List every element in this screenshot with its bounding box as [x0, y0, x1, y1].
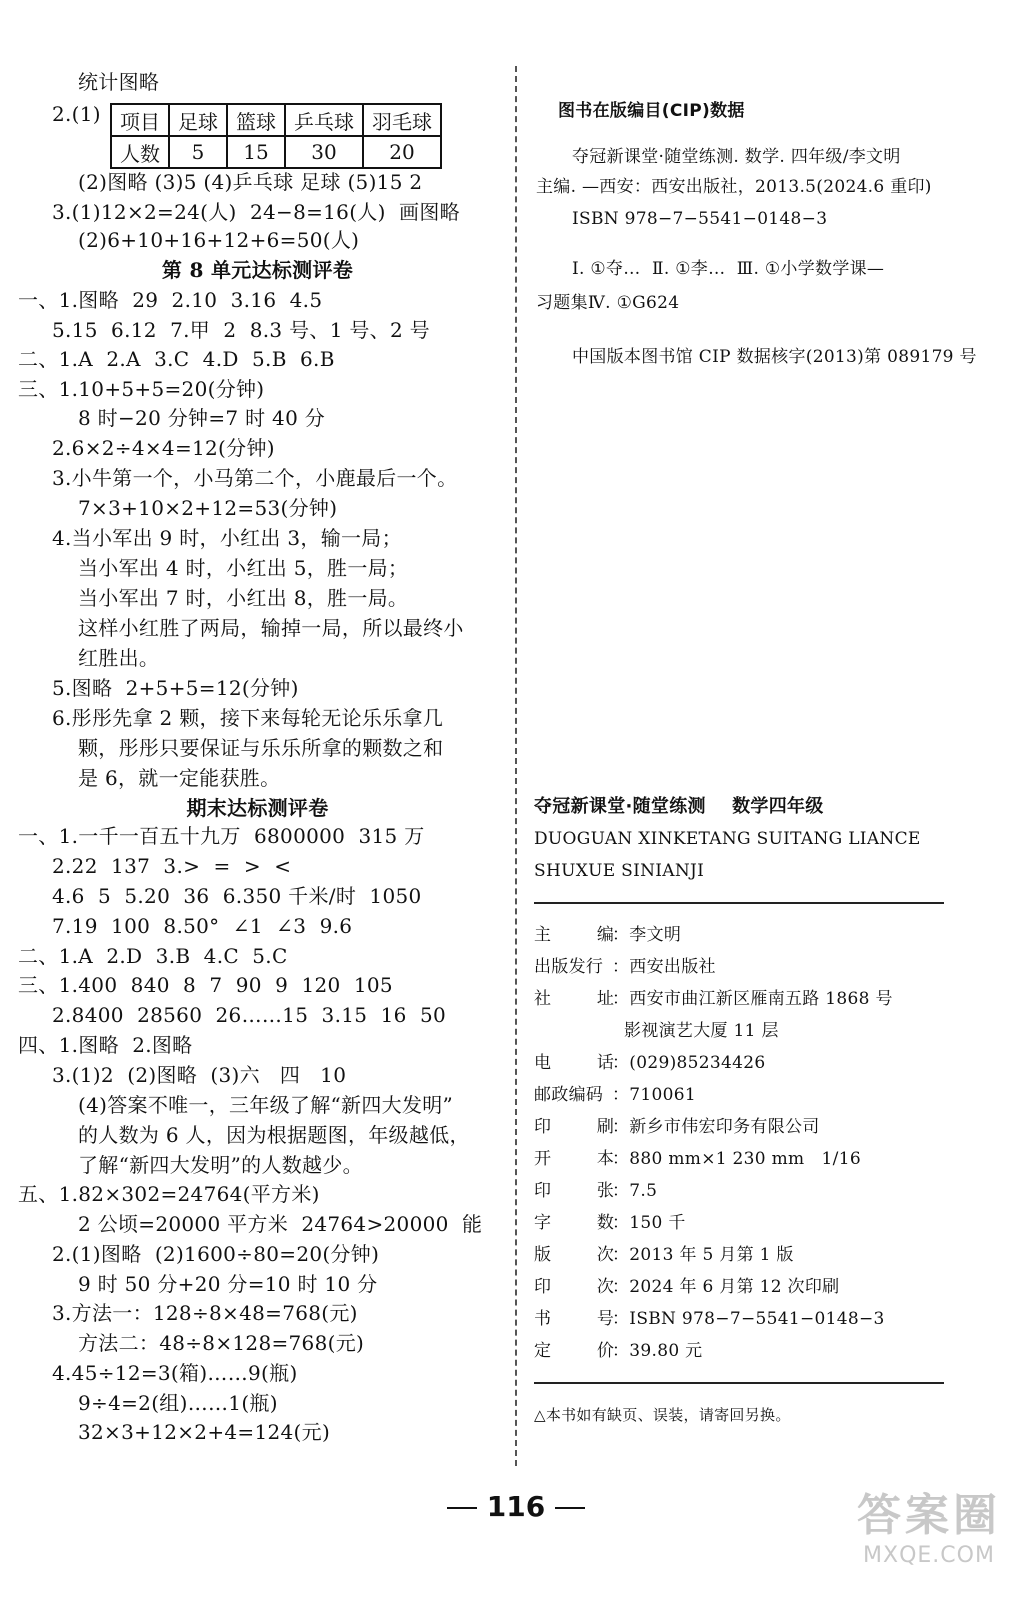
- cip-title: 图书在版编目(CIP)数据: [558, 101, 745, 121]
- answer-line: 2.(1)图略 (2)1600÷80=20(分钟): [52, 1242, 380, 1266]
- book-pinyin: DUOGUAN XINKETANG SUITANG LIANCE: [534, 829, 921, 849]
- answer-line: 一、1.图略 29 2.10 3.16 4.5: [18, 288, 323, 312]
- info-label: 定 价: [534, 1341, 615, 1361]
- info-label: 邮政编码: [534, 1085, 604, 1105]
- answer-line: 2.(1): [52, 102, 101, 126]
- table-cell: 30: [285, 136, 363, 168]
- info-label: 书 号: [534, 1309, 615, 1329]
- dash-decoration: [447, 1507, 477, 1509]
- answer-line: 四、1.图略 2.图略: [18, 1033, 193, 1057]
- answer-line: 3.(1)2 (2)图略 (3)六 四 10: [52, 1063, 347, 1087]
- info-label: 出版发行: [534, 957, 604, 977]
- answer-line: 二、1.A 2.A 3.C 4.D 5.B 6.B: [18, 347, 335, 371]
- notice-text: △本书如有缺页、误装，请寄回另换。: [534, 1406, 791, 1424]
- answer-line: 4.6 5 5.20 36 6.350 千米/时 1050: [52, 884, 422, 908]
- answer-line: 了解“新四大发明”的人数越少。: [78, 1153, 363, 1177]
- info-value: ：39.80 元: [612, 1341, 703, 1361]
- info-label: 社 址: [534, 989, 615, 1009]
- rule-line: [534, 902, 944, 904]
- answer-line: 6.彤彤先拿 2 颗，接下来每轮无论乐乐拿几: [52, 706, 444, 730]
- table-cell: 5: [169, 136, 227, 168]
- answer-line: 红胜出。: [78, 646, 160, 670]
- dash-decoration: [555, 1507, 585, 1509]
- answer-line: 3.(1)12×2=24(人) 24−8=16(人) 画图略: [52, 200, 460, 224]
- answer-line: 9÷4=2(组)……1(瓶): [78, 1391, 278, 1415]
- sports-table: [110, 103, 442, 169]
- section-heading: 第 8 单元达标测评卷: [161, 258, 354, 282]
- answer-line: (2)图略 (3)5 (4)乒乓球 足球 (5)15 2: [78, 170, 423, 194]
- info-label: 开 本: [534, 1149, 615, 1169]
- info-label: 印 张: [534, 1181, 615, 1201]
- answer-line: 三、1.400 840 8 7 90 9 120 105: [18, 973, 393, 997]
- info-value: ：ISBN 978−7−5541−0148−3: [612, 1309, 885, 1329]
- answer-line: 32×3+12×2+4=124(元): [78, 1420, 331, 1444]
- table-header-cell: 羽毛球: [363, 104, 441, 136]
- page-number-text: 116: [486, 1490, 546, 1523]
- info-value: ：李文明: [612, 925, 682, 945]
- info-value: ：2013 年 5 月第 1 版: [612, 1245, 794, 1265]
- answer-line: 8 时−20 分钟=7 时 40 分: [78, 406, 326, 430]
- info-value: ：150 千: [612, 1213, 686, 1233]
- answer-line: 4.45÷12=3(箱)……9(瓶): [52, 1361, 298, 1385]
- info-label: 电 话: [534, 1053, 615, 1073]
- cip-line: 主编. —西安：西安出版社，2013.5(2024.6 重印): [536, 177, 932, 197]
- info-label: 主 编: [534, 925, 615, 945]
- column-divider: [515, 66, 517, 1466]
- answer-line: 方法二：48÷8×128=768(元): [78, 1331, 365, 1355]
- cip-line: ISBN 978−7−5541−0148−3: [572, 209, 828, 229]
- book-title: 夺冠新课堂·随堂练测 数学四年级: [534, 796, 824, 817]
- cip-line: Ⅰ. ①夺… Ⅱ. ①李… Ⅲ. ①小学数学课—: [572, 259, 885, 279]
- section-heading: 期末达标测评卷: [186, 796, 329, 820]
- watermark-line: 答案圈: [857, 1490, 1001, 1541]
- info-value: ：710061: [612, 1085, 696, 1105]
- answer-line: 5.15 6.12 7.甲 2 8.3 号、1 号、2 号: [52, 318, 430, 342]
- answer-line: 三、1.10+5+5=20(分钟): [18, 377, 265, 401]
- book-pinyin: SHUXUE SINIANJI: [534, 861, 705, 881]
- info-value: ：新乡市伟宏印务有限公司: [612, 1117, 820, 1137]
- info-value: ：880 mm×1 230 mm 1/16: [612, 1149, 861, 1169]
- answer-line: 4.当小军出 9 时，小红出 3，输一局；: [52, 526, 402, 550]
- info-value: 影视演艺大厦 11 层: [624, 1021, 779, 1041]
- answer-line: 统计图略: [78, 70, 160, 94]
- info-label: 字 数: [534, 1213, 615, 1233]
- answer-line: 是 6，就一定能获胜。: [78, 766, 281, 790]
- answer-line: 2.8400 28560 26……15 3.15 16 50: [52, 1003, 447, 1027]
- answer-line: 9 时 50 分+20 分=10 时 10 分: [78, 1272, 378, 1296]
- watermark-line: MXQE.COM: [863, 1543, 995, 1568]
- answer-line: 五、1.82×302=24764(平方米): [18, 1182, 320, 1206]
- answer-line: (4)答案不唯一，三年级了解“新四大发明”: [78, 1093, 454, 1117]
- table-header-cell: 篮球: [227, 104, 285, 136]
- table-header-cell: 足球: [169, 104, 227, 136]
- table-header-cell: 项目: [111, 104, 169, 136]
- answer-line: 5.图略 2+5+5=12(分钟): [52, 676, 299, 700]
- table-cell: 人数: [111, 136, 169, 168]
- answer-line: 7.19 100 8.50° ∠1 ∠3 9.6: [52, 914, 353, 938]
- answer-line: 当小军出 4 时，小红出 5，胜一局；: [78, 556, 409, 580]
- answer-line: 颗，彤彤只要保证与乐乐所拿的颗数之和: [78, 736, 444, 760]
- info-value: ：7.5: [612, 1181, 658, 1201]
- answer-line: 2 公顷=20000 平方米 24764>20000 能: [78, 1212, 483, 1236]
- answer-line: 当小军出 7 时，小红出 8，胜一局。: [78, 586, 409, 610]
- info-value: ：2024 年 6 月第 12 次印刷: [612, 1277, 840, 1297]
- table-cell: 20: [363, 136, 441, 168]
- info-value: ：西安市曲江新区雁南五路 1868 号: [612, 989, 893, 1009]
- rule-line: [534, 1382, 944, 1384]
- info-label: 版 次: [534, 1245, 615, 1265]
- info-value: ：(029)85234426: [612, 1053, 766, 1073]
- watermark-logo: [854, 1490, 1004, 1580]
- answer-line: 2.22 137 3.> = > <: [52, 854, 292, 878]
- info-label: 印 次: [534, 1277, 615, 1297]
- answer-line: 一、1.一千一百五十九万 6800000 315 万: [18, 824, 425, 848]
- answer-line: 二、1.A 2.D 3.B 4.C 5.C: [18, 944, 288, 968]
- answer-line: 3.小牛第一个，小马第二个，小鹿最后一个。: [52, 466, 458, 490]
- info-value: ：西安出版社: [612, 957, 716, 977]
- cip-line: 中国版本图书馆 CIP 数据核字(2013)第 089179 号: [572, 347, 977, 367]
- table-header-cell: 乒乓球: [285, 104, 363, 136]
- answer-line: 这样小红胜了两局，输掉一局，所以最终小: [78, 616, 464, 640]
- answer-line: 3.方法一：128÷8×48=768(元): [52, 1301, 358, 1325]
- answer-line: 的人数为 6 人，因为根据题图，年级越低，: [78, 1123, 470, 1147]
- answer-line: 7×3+10×2+12=53(分钟): [78, 496, 338, 520]
- answer-line: (2)6+10+16+12+6=50(人): [78, 228, 360, 252]
- cip-line: 夺冠新课堂·随堂练测. 数学. 四年级/李文明: [572, 147, 901, 167]
- table-cell: 15: [227, 136, 285, 168]
- info-label: 印 刷: [534, 1117, 615, 1137]
- cip-line: 习题集Ⅳ. ①G624: [536, 293, 680, 313]
- answer-line: 2.6×2÷4×4=12(分钟): [52, 436, 275, 460]
